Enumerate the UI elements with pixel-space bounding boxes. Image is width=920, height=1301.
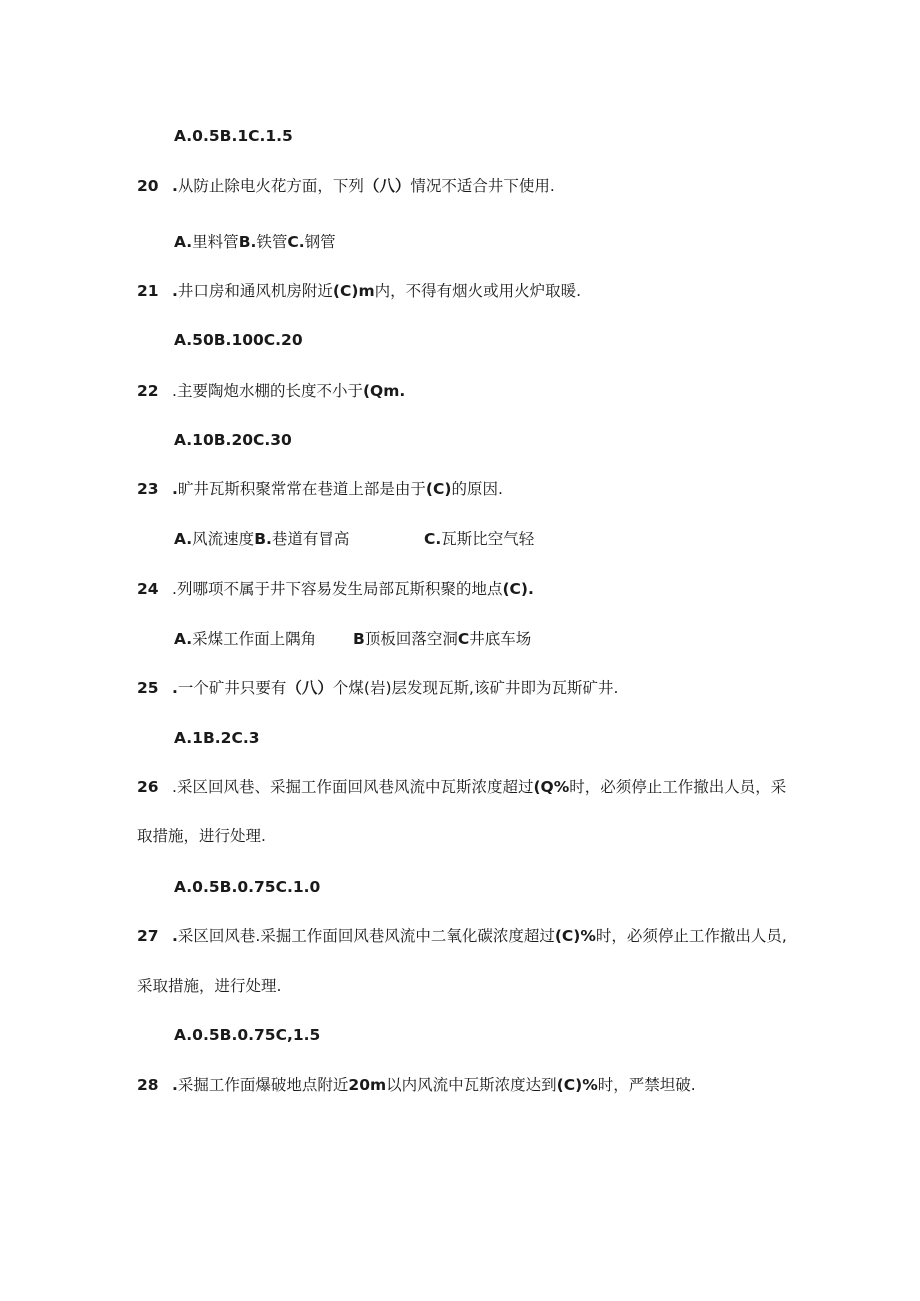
text-run: (C)% [556,1076,598,1094]
text-run: 风流速度 [192,530,255,548]
text-run: A.0.5B.0.75C.1.0 [174,878,321,896]
question-number: 25 [137,679,159,697]
text-run: (Qm. [362,382,406,400]
answer-options [174,728,260,748]
question-text [172,926,787,946]
option-letter: C [457,630,470,648]
text-run: . [172,679,178,697]
text-run: B. [254,530,272,548]
text-run: (C)% [554,927,596,945]
text-run: 从防止除电火花方面，下列 [177,177,364,195]
text-run: 主要陶炮水棚的长度不小于 [176,382,363,400]
text-run: 20m [348,1076,387,1094]
text-run: A.10B.20C.30 [174,431,292,449]
text-run: 采取措施，进行处理. [137,977,282,995]
text-run: 采掘工作面爆破地点附近 [177,1076,349,1094]
text-run: 里料管 [192,233,239,251]
question-text [172,479,503,499]
question-number: 28 [137,1076,159,1094]
text-run: 铁管 [256,233,288,251]
text-run: 时，必须停止工作撤出人员，采 [569,778,787,796]
answer-options [174,629,316,649]
option-letter: B [353,630,365,648]
text-run: . [172,480,178,498]
question-number: 24 [137,580,159,598]
answer-options [174,877,320,897]
answer-options [174,529,349,549]
answer-options [174,1025,320,1045]
question-number: 22 [137,382,159,400]
question-text [172,678,618,698]
text-run: . [172,580,177,598]
text-run: 瓦斯比空气轻 [441,530,535,548]
text-run: （八） [286,679,333,697]
text-run: 旷井瓦斯积聚常常在巷道上部是由于 [177,480,426,498]
text-run: . [172,177,178,195]
text-run: . [172,1076,178,1094]
text-run: 一个矿井只要有 [177,679,287,697]
text-run: A.0.5B.1C.1.5 [174,127,293,145]
question-text-continued [137,976,281,996]
text-run: B. [238,233,257,251]
text-run: 情况不适合井下使用. [410,177,555,195]
question-number: 21 [137,282,159,300]
text-run: A. [174,630,193,648]
question-text [172,176,555,196]
answer-options [174,330,303,350]
text-run: 顶板回落空洞 [364,630,458,648]
question-text [172,1075,696,1095]
text-run: . [172,382,177,400]
answer-option-extra [353,629,531,649]
text-run: A.1B.2C.3 [174,729,260,747]
answer-options [174,430,292,450]
question-number: 26 [137,778,159,796]
question-text [172,281,581,301]
text-run: 取措施，进行处理. [137,827,266,845]
text-run: A.50B.100C.20 [174,331,303,349]
text-run: 的原因. [451,480,503,498]
text-run: (C) [425,480,452,498]
text-run: 以内风流中瓦斯浓度达到 [386,1076,557,1094]
question-text-continued [137,826,266,846]
text-run: 采煤工作面上隅角 [192,630,317,648]
text-run: A.0.5B.0.75C,1.5 [174,1026,321,1044]
text-run: (C). [502,580,534,598]
question-text [172,579,534,599]
text-run: （八） [363,177,411,195]
text-run: 巷道有冒高 [271,530,350,548]
question-number: 20 [137,177,159,195]
text-run: 个煤(岩)层发现瓦斯,该矿井即为瓦斯矿井. [332,679,619,697]
text-run: (Q% [533,778,570,796]
question-text [172,777,786,797]
text-run: 采区回风巷、采掘工作面回风巷风流中瓦斯浓度超过 [176,778,534,796]
text-run: 时，必须停止工作撤出人员, [595,927,787,945]
text-run: 采区回风巷.采掘工作面回风巷风流中二氧化碳浓度超过 [177,927,555,945]
question-text [172,381,405,401]
text-run: (C)m [332,282,375,300]
text-run: 内，不得有烟火或用火炉取暖. [374,282,582,300]
text-run: C. [287,233,305,251]
text-run: 井口房和通风机房附近 [177,282,333,300]
text-run: 钢管 [304,233,336,251]
answer-options [174,126,293,146]
question-number: 23 [137,480,159,498]
text-run: . [172,927,178,945]
answer-options [174,232,336,252]
text-run: A. [174,233,193,251]
text-run: 时，严禁坦破. [597,1076,696,1094]
text-run: . [172,282,178,300]
text-run: 井底车场 [469,630,532,648]
text-run: A. [174,530,193,548]
option-letter: C. [424,530,442,548]
question-number: 27 [137,927,159,945]
text-run: . [172,778,177,796]
answer-option-extra [424,529,534,549]
text-run: 列哪项不属于井下容易发生局部瓦斯积聚的地点 [176,580,503,598]
